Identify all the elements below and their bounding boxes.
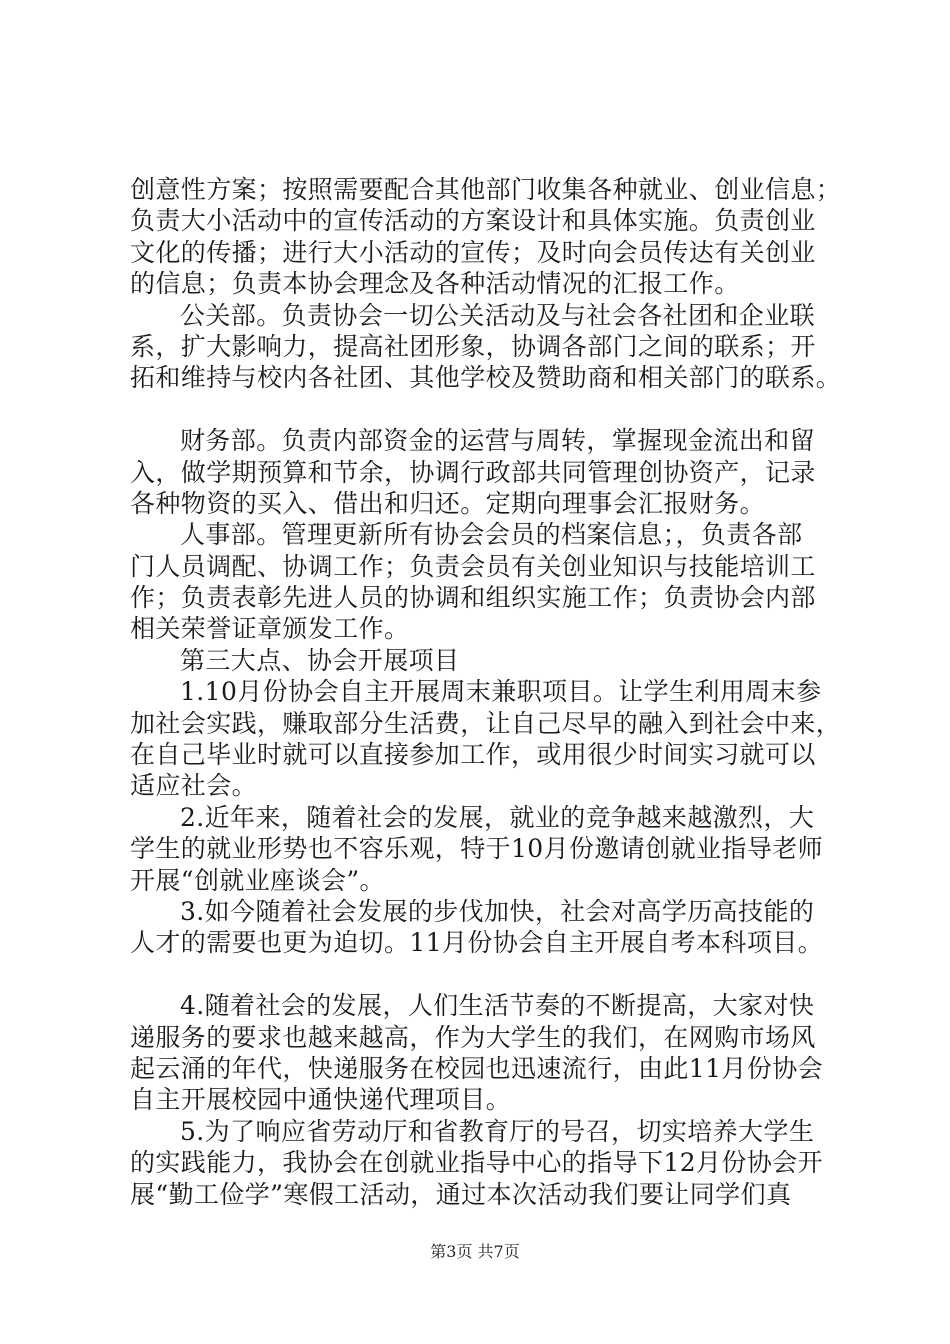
document-body [130,174,842,1210]
text-line: 入，做学期预算和节余，协调行政部共同管理创协资产，记录 [130,457,816,487]
text-line: 自主开展校园中通快递代理项目。 [130,1085,512,1115]
paragraph-start-public-relations: 公关部。负责协会一切公关活动及与社会各社团和企业联 [180,300,816,330]
list-item-5: 5.为了响应省劳动厅和省教育厅的号召，切实培养大学生 [180,1116,815,1146]
text-line: 学生的就业形势也不容乐观，特于10月份邀请创就业指导老师 [130,834,824,864]
text-line: 递服务的要求也越来越高，作为大学生的我们，在网购市场风 [130,1022,816,1052]
page-footer [0,1242,950,1262]
text-line: 人才的需要也更为迫切。11月份协会自主开展自考本科项目。 [130,928,824,958]
list-item-3: 3.如今随着社会发展的步伐加快，社会对高学历高技能的 [180,896,815,926]
page-number-label: 第3页 共7页 [430,1242,520,1261]
text-line: 的信息；负责本协会理念及各种活动情况的汇报工作。 [130,269,740,299]
text-line: 拓和维持与校内各社团、其他学校及赞助商和相关部门的联系。 [130,363,842,393]
section-heading: 第三大点、协会开展项目 [180,645,460,675]
text-line: 起云涌的年代，快递服务在校园也迅速流行，由此11月份协会 [130,1053,824,1083]
text-line: 文化的传播；进行大小活动的宣传；及时向会员传达有关创业 [130,237,816,267]
blank-line [130,394,830,425]
text-line: 加社会实践，赚取部分生活费，让自己尽早的融入到社会中来， [130,708,842,738]
text-line: 各种物资的买入、借出和归还。定期向理事会汇报财务。 [130,488,766,518]
list-item-1: 1.10月份协会自主开展周末兼职项目。让学生利用周末参 [180,677,822,707]
text-line: 系，扩大影响力，提高社团形象，协调各部门之间的联系；开 [130,331,816,361]
text-line: 展“勤工俭学”寒假工活动，通过本次活动我们要让同学们真 [130,1179,792,1209]
text-line: 开展“创就业座谈会”。 [130,865,385,895]
text-line: 创意性方案；按照需要配合其他部门收集各种就业、创业信息； [130,175,842,204]
text-line: 作；负责表彰先进人员的协调和组织实施工作；负责协会内部 [130,583,816,613]
text-line: 适应社会。 [130,771,258,801]
list-item-2: 2.近年来，随着社会的发展，就业的竞争越来越激烈，大 [180,802,815,832]
text-line: 门人员调配、协调工作；负责会员有关创业知识与技能培训工 [130,551,816,581]
paragraph-start-personnel: 人事部。管理更新所有协会会员的档案信息；，负责各部 [180,520,803,550]
blank-line [130,959,830,990]
list-item-4: 4.随着社会的发展，人们生活节奏的不断提高，大家对快 [180,991,815,1021]
text-line: 相关荣誉证章颁发工作。 [130,614,410,644]
text-line: 负责大小活动中的宣传活动的方案设计和具体实施。负责创业 [130,206,816,236]
text-line: 的实践能力，我协会在创就业指导中心的指导下12月份协会开 [130,1148,824,1178]
text-line: 在自己毕业时就可以直接参加工作，或用很少时间实习就可以 [130,740,816,770]
paragraph-start-finance: 财务部。负责内部资金的运营与周转，掌握现金流出和留 [180,426,816,456]
